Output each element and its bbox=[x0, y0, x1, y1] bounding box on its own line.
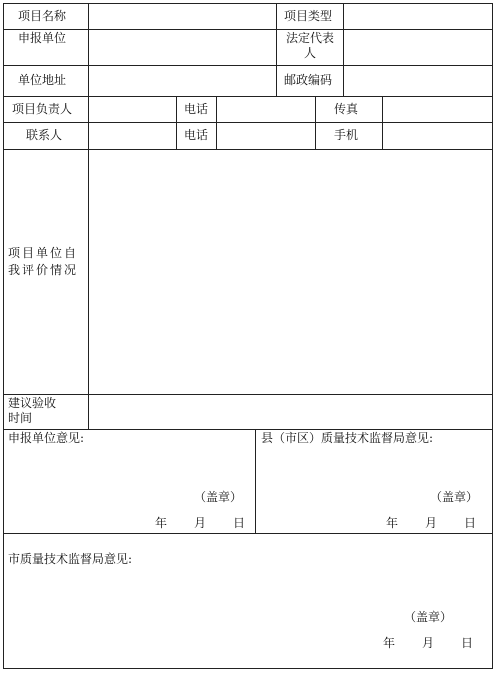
county-bureau-opinion-label: 县（市区）质量技术监督局意见: bbox=[261, 431, 434, 445]
seal-label: （盖章） bbox=[430, 490, 479, 504]
phone-label: 电话 bbox=[184, 102, 209, 116]
rule bbox=[3, 29, 493, 30]
rule bbox=[276, 3, 277, 97]
rule bbox=[382, 96, 383, 150]
rule bbox=[315, 96, 316, 150]
project-leader-label: 项目负责人 bbox=[12, 102, 73, 116]
rule bbox=[492, 3, 493, 669]
project-type-label: 项目类型 bbox=[284, 9, 333, 23]
fax-label: 传真 bbox=[334, 102, 359, 116]
rule bbox=[3, 96, 493, 97]
month-label: 月 bbox=[425, 516, 438, 530]
rule bbox=[3, 122, 493, 123]
self-evaluation-label: 项目单位自我评价情况 bbox=[8, 246, 79, 277]
city-bureau-opinion-label: 市质量技术监督局意见: bbox=[8, 552, 133, 566]
applicant-opinion-label: 申报单位意见: bbox=[8, 431, 85, 445]
day-label: 日 bbox=[461, 636, 474, 650]
rule bbox=[3, 533, 493, 534]
month-label: 月 bbox=[194, 516, 207, 530]
acceptance-time-label: 建议验收时间 bbox=[8, 396, 57, 425]
month-label: 月 bbox=[422, 636, 435, 650]
year-label: 年 bbox=[383, 636, 396, 650]
contact-person-label: 联系人 bbox=[26, 128, 63, 142]
rule bbox=[3, 429, 493, 430]
legal-rep-label: 法定代表人 bbox=[285, 31, 334, 60]
rule bbox=[343, 3, 344, 97]
seal-label: （盖章） bbox=[194, 490, 243, 504]
postal-code-label: 邮政编码 bbox=[284, 73, 333, 87]
day-label: 日 bbox=[233, 516, 246, 530]
rule bbox=[3, 394, 493, 395]
rule bbox=[176, 96, 177, 150]
day-label: 日 bbox=[464, 516, 477, 530]
rule bbox=[3, 149, 493, 150]
phone-label: 电话 bbox=[184, 128, 209, 142]
rule bbox=[3, 65, 493, 66]
rule bbox=[3, 3, 4, 669]
rule bbox=[3, 668, 493, 669]
unit-address-label: 单位地址 bbox=[18, 73, 67, 87]
project-name-label: 项目名称 bbox=[18, 9, 67, 23]
rule bbox=[88, 3, 89, 430]
seal-label: （盖章） bbox=[404, 610, 453, 624]
applicant-unit-label: 申报单位 bbox=[18, 31, 67, 45]
rule bbox=[216, 96, 217, 150]
rule bbox=[255, 429, 256, 534]
year-label: 年 bbox=[386, 516, 399, 530]
year-label: 年 bbox=[155, 516, 168, 530]
rule bbox=[3, 3, 493, 4]
mobile-label: 手机 bbox=[334, 128, 359, 142]
